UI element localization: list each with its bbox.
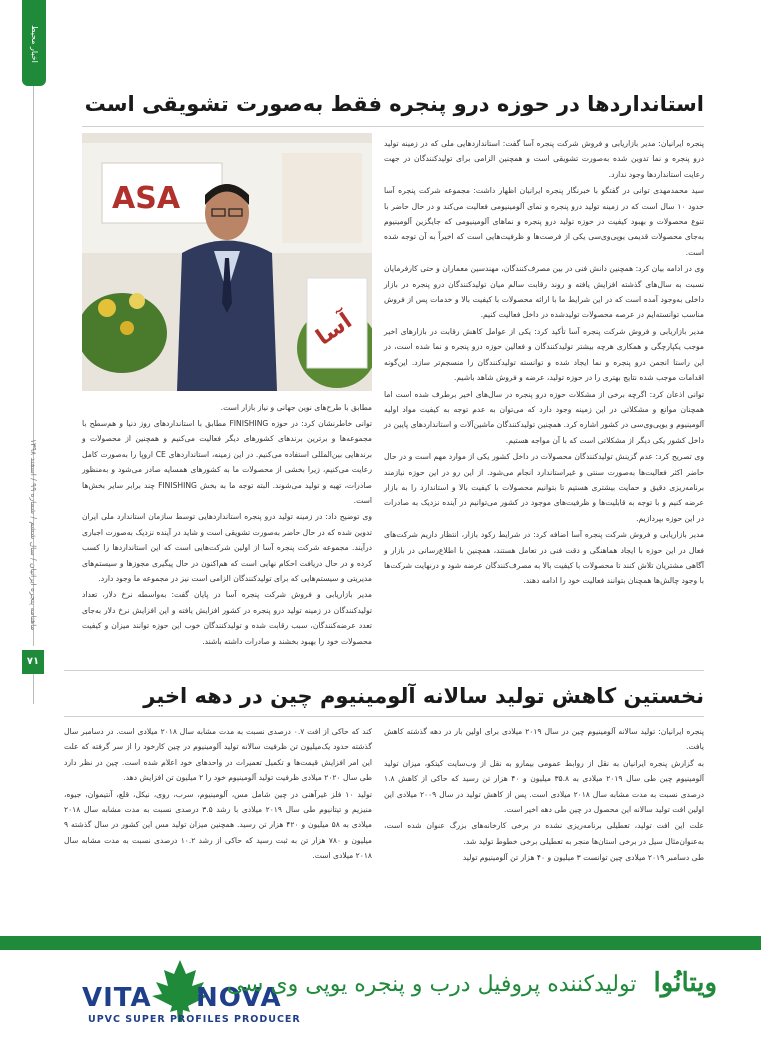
paragraph: به گزارش پنجره ایرانیان به نقل از روابط عمومی بیمارو به نقل از وب‌سایت کیتکو، میزان تولید آلومینیوم چین طی سال ۲۰۱۹ میلادی به ۳۵.۸ میلیون و ۴۰ هزار تن رسید که حاکی از کاهش ۱.۸ درصدی نسبت به مدت مشابه سال ۲۰۱۸ میلادی است. پس از کاهش تولید در سال ۲۰۰۹ میلادی این اولین افت تولید سالانه این محصول در چین طی دهه اخیر است. — [384, 758, 704, 815]
paragraph: توانی اذعان کرد: اگرچه برخی از مشکلات حوزه درو پنجره در سال‌های اخیر برطرف شده است اما همچنان موانع و مشکلاتی در این زمینه وجود دارد که می‌توان به عدم توجه به کیفیت مواد اولیه آلومینیوم و یوپی‌وی‌سی در کشور اشاره کرد. همچنین تولیدکنندگان ماشین‌آلات و استانداردهای پایین در داخل کشور یکی دیگر از مشکلاتی است که با آن مواجه هستیم. — [384, 389, 704, 445]
paragraph: سید محمدمهدی توانی در گفتگو با خبرنگار پنجره ایرانیان اظهار داشت: مجموعه شرکت پنجره آسا حدود ۱۰ سال است که در زمینه تولید درو پنجره و نمای آلومینیومی فعالیت می‌کند و در حال حاضر با تنوع محصولات و بهبود کیفیت در حوزه تولید درو پنجره و نماهای آلومینیومی که جایگزین آلومینیوم به‌جای محصولات قدیمی یوپی‌وی‌سی یکی از فرصت‌ها و ظرفیت‌هایی است که اخیراً به آن توجه شده است. — [384, 186, 704, 257]
svg-text:آسا: آسا — [311, 308, 357, 351]
interview-portrait — [82, 133, 372, 391]
brand-fa-logo — [227, 968, 717, 998]
brand-en-nova: NOVA — [196, 983, 282, 1013]
article2-rule-top — [64, 670, 704, 671]
article1-right-column — [384, 136, 704, 590]
paragraph: مدیر بازاریابی و فروش شرکت پنجره آسا تأکید کرد: یکی از عوامل کاهش رقابت در بازارهای اخیر موجب یکپارچگی و همکاری هرچه بیشتر تولیدکنندگان و فعالین حوزه درو پنجره و نما شده است، در این راستا انجمن درو پنجره و نما ایجاد شده و توانسته تولیدکنندگان را منسجم‌تر سازد. این‌گونه اقدامات موجب شده نتایج بهتری را در حوزه تولید، عرضه و فروش شاهد باشیم. — [384, 326, 704, 383]
paragraph: وی در ادامه بیان کرد: همچنین دانش فنی در بین مصرف‌کنندگان، مهندسین معماران و حتی کارفرمایان نسبت به سال‌های گذشته افزایش یافته و روند رقابت سالم میان تولیدکنندگان درو پنجره در بازار داخلی به‌وجود آمده است که در این شرایط ما با ارائه محصولات با کیفیت بالا و خدمات پس از فروش مناسب توانسته‌ایم در عرصه محصولات تولیدشده در داخل فعالیت کنیم. — [384, 264, 704, 320]
paragraph: علت این افت تولید، تعطیلی برنامه‌ریزی نشده در برخی کارخانه‌های بزرگ عنوان شده است، به‌عنوان‌مثال سیل در برخی استان‌ها منجر به تعطیلی برخی خطوط تولید شد. — [384, 821, 704, 846]
paragraph: مدیر بازاریابی و فروش شرکت پنجره آسا اضافه کرد: در شرایط رکود بازار، انتظار داریم شرکت‌های فعال در این حوزه با ایجاد هماهنگی و دقت فنی در تعامل هستند، همچنین با اطلاع‌رسانی در بازار و آگاهی مشتریان تلاش کنند تا محصولات با کیفیت بالا به مصرف‌کنندگان عرضه شود و درنهایت شرکت‌ها با وجود چالش‌ها همچنان بتوانند فعالیت خود را ادامه دهند. — [384, 530, 704, 586]
side-divider-lower — [33, 674, 34, 704]
brand-subtitle: UPVC SUPER PROFILES PRODUCER — [88, 1014, 301, 1025]
paragraph: تولید ۱۰ فلز غیرآهنی در چین شامل مس، آلومینیوم، سرب، روی، نیکل، قلع، آنتیموان، جیوه، منیزیم و تیتانیوم طی سال ۲۰۱۹ میلادی با رشد ۳.۵ درصدی نسبت به مدت مشابه سال ۲۰۱۸ میلادی به ۵۸ میلیون و ۴۲۰ هزار تن رسید. همچنین میزان تولید مس این کشور در سال گذشته ۹ میلیون و ۷۸۰ هزار تن به ثبت رسید که حاکی از رشد ۱۰.۲ درصدی نسبت به مدت مشابه سال ۲۰۱۸ میلادی است. — [64, 789, 372, 861]
article1-photo — [82, 133, 372, 391]
article2-left-column — [64, 724, 372, 865]
paragraph: مدیر بازاریابی و فروش شرکت پنجره آسا در پایان گفت: به‌واسطه نرخ دلار، تعداد تولیدکنندگان در زمینه تولید درو پنجره در کشور افزایش یافته و این افزایش نرخ دلار به‌جای تعدد عرضه‌کنندگان، سبب رقابت شده و تولیدکنندگان خوب این حوزه توانند میزان و کیفیت محصولات خود را بهبود بخشند و صادرات داشته باشند. — [82, 590, 372, 646]
brand-fa-name: ویتانُوا — [653, 968, 717, 998]
paragraph: وی توضیح داد: در زمینه تولید درو پنجره استانداردهایی توسط سازمان استاندارد ملی ایران تدوین شده که در حال حاضر به‌صورت تشویقی است و شاید در آینده نزدیک به‌صورت اجباری درآیند. مجموعه شرکت پنجره آسا از اولین شرکت‌هایی است که این استانداردها را کسب کرده و در حال دریافت احکام نهایی است که هم‌اکنون در حال پیگیری مجوزها و سیستم‌های مدیریتی و سیستم‌هایی که برای تولیدکنندگان الزامی است نیز در مجموعه ما وجود دارد. — [82, 512, 372, 584]
page-number: ۷۱ — [22, 650, 44, 674]
brand-fa-tagline: تولیدکننده پروفیل درب و پنجره یوپی وی سی — [226, 972, 637, 997]
paragraph: وی تصریح کرد: عدم گزینش تولیدکنندگان محصولات در داخل کشور یکی از موارد مهم است و در حال حاضر اکثر فعالیت‌ها به‌صورت سنتی و غیراستاندارد انجام می‌شود. از این رو در این حوزه نیازمند برنامه‌ریزی دقیق و حمایت بیشتری هستیم تا بتوانیم محصولات با کیفیت بالا و استاندارد را به بازار عرضه کنیم و با توجه به قابلیت‌ها و ظرفیت‌های موجود در کشور می‌توانیم در آینده نزدیک به صادرات در این حوزه بپردازیم. — [384, 452, 704, 523]
paragraph: کند که حاکی از افت ۰.۷ درصدی نسبت به مدت مشابه سال ۲۰۱۸ میلادی است. در دسامبر سال گذشته حدود یک‌میلیون تن ظرفیت سالانه تولید آلومینیوم در چین کارخود را از سر گرفته که علت این امر افزایش قیمت‌ها و تکمیل تعمیرات در واحدهای خود اعلام شده است. چین در نظر دارد طی سال ۲۰۲۰ میلادی ظرفیت تولید آلومینیوم خود را ۲ میلیون تن افزایش دهد. — [64, 727, 372, 783]
brand-en-vita: VITA — [82, 983, 152, 1013]
article1-title: استانداردها در حوزه درو پنجره فقط به‌صورت تشویقی است — [84, 92, 704, 116]
banner-stripe — [0, 936, 761, 950]
svg-text:ASA: ASA — [112, 181, 181, 216]
article2-title: نخستین کاهش تولید سالانه آلومینیوم چین در دهه اخیر — [143, 684, 704, 708]
paragraph: توانی خاطرنشان کرد: در حوزه FINISHING مطابق با استانداردهای روز دنیا و هم‌سطح با مجموعه‌ها و برترین برندهای کشورهای دیگر فعالیت می‌کنیم و همچنین از محصولات و برندهایی بین‌المللی استفاده می‌کنیم. در این زمینه، استانداردهای CE اروپا را به‌صورت کامل رعایت می‌کنیم، زیرا بخشی از محصولات ما به کشورهای همسایه صادر می‌شود و به‌منظور صادرات، تهیه و تولید می‌شوند. البته توجه ما به بخش FINISHING چند برابر سایر بخش‌ها است. — [82, 419, 372, 506]
paragraph: طی دسامبر ۲۰۱۹ میلادی چین توانست ۳ میلیون و ۴۰ هزار تن آلومینیوم تولید — [462, 853, 704, 863]
paragraph: پنجره ایرانیان: مدیر بازاریابی و فروش شرکت پنجره آسا گفت: استانداردهایی ملی که در زمینه تولید درو پنجره و نما تدوین شده به‌صورت تشویقی است و همچنین الزامی برای تولیدکنندگان در جهت رعایت استانداردها وجود ندارد. — [384, 139, 704, 179]
article1-left-column — [82, 416, 372, 650]
article1-caption: مطابق با طرح‌های نوین جهانی و نیاز بازار است. — [220, 403, 372, 412]
paragraph: پنجره ایرانیان: تولید سالانه آلومینیوم چین در سال ۲۰۱۹ میلادی برای اولین بار در دهه گذشته کاهش یافت. — [384, 727, 705, 752]
section-label: اخبار محیط — [30, 25, 39, 63]
section-tab — [22, 0, 46, 86]
article2-rule-bottom — [64, 716, 704, 717]
article2-right-column — [384, 724, 704, 867]
article1-rule — [82, 126, 704, 127]
issue-info: ماهنامه پنجره ایرانیان / سال ششم / شماره ۹۹ / اسفند ۱۳۹۸ — [29, 439, 38, 631]
